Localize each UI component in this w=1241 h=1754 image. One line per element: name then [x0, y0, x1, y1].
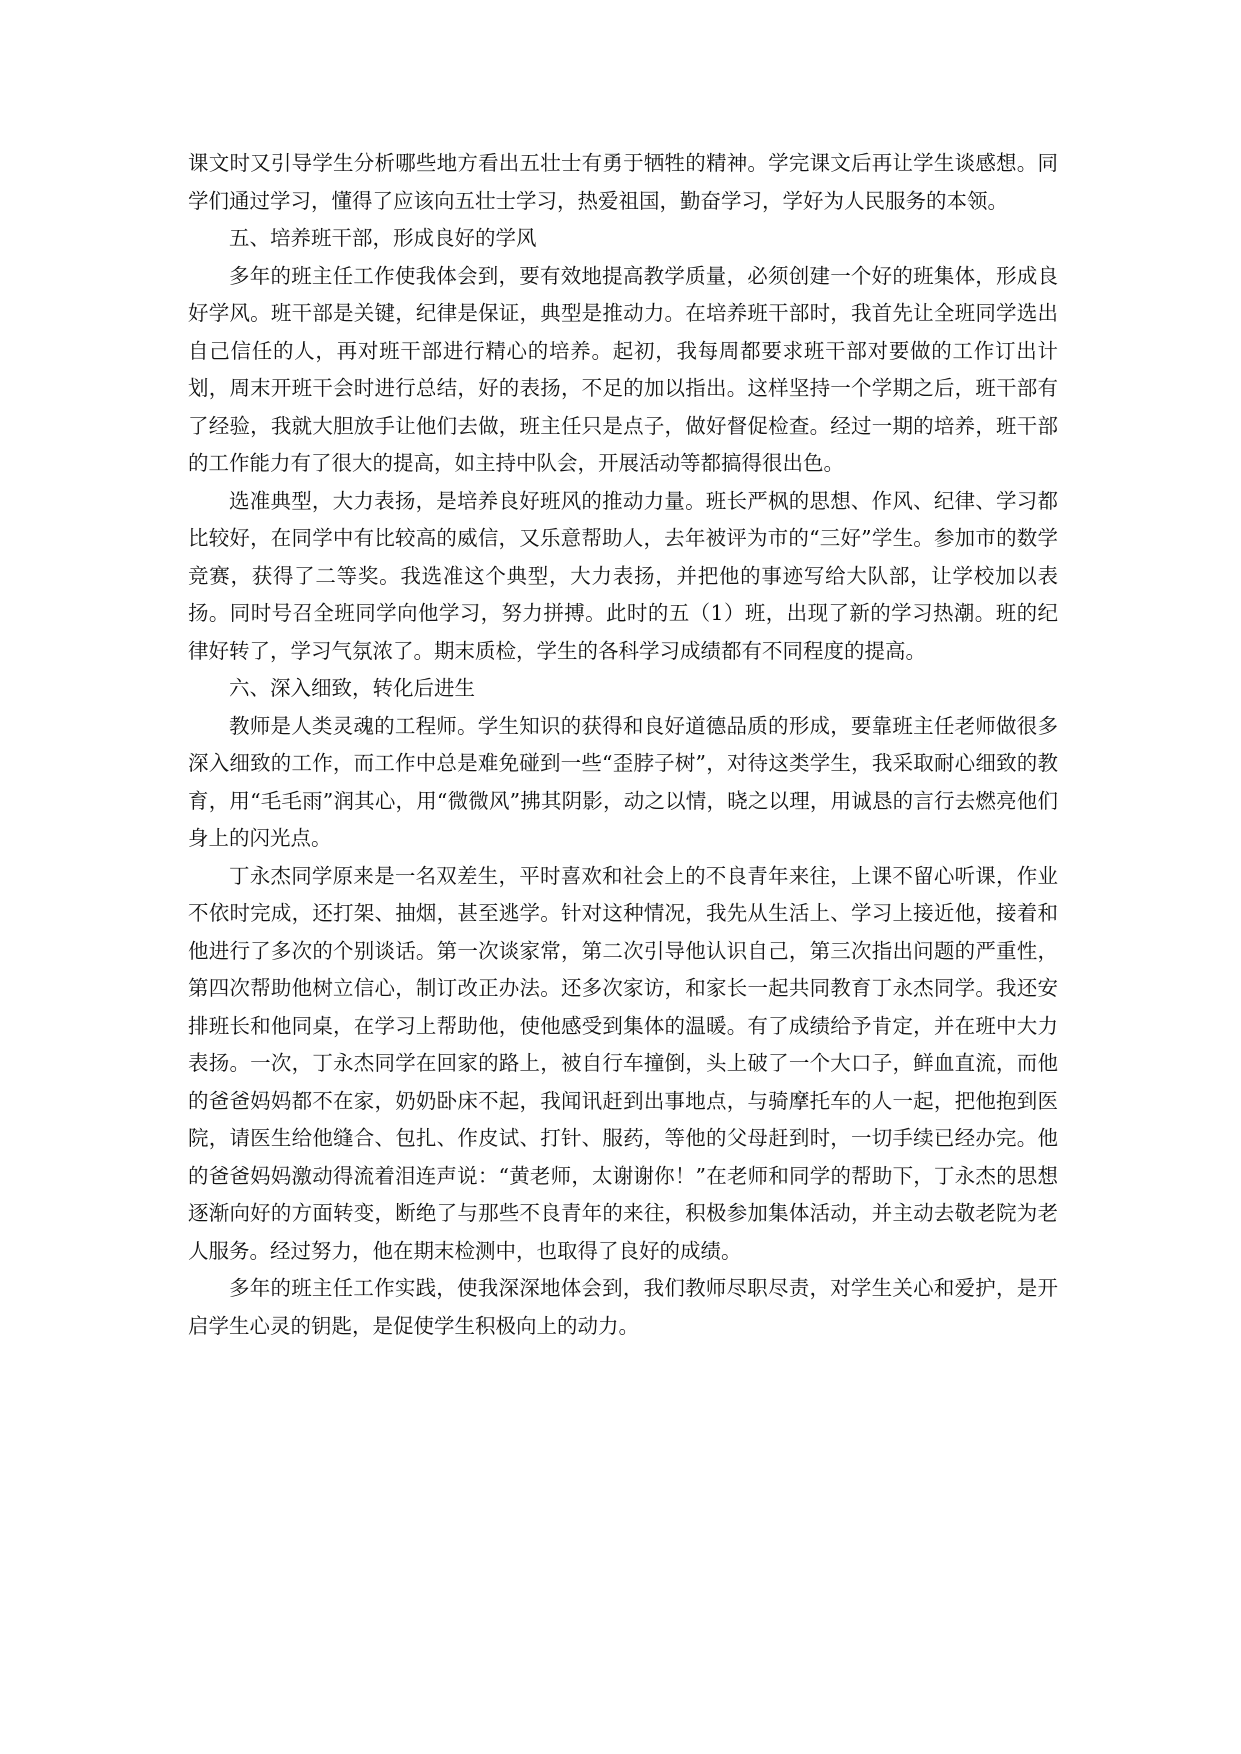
paragraph: 丁永杰同学原来是一名双差生，平时喜欢和社会上的不良青年来往，上课不留心听课，作业不依时完成，还打架、抽烟，甚至逃学。针对这种情况，我先从生活上、学习上接近他，接着和他进行了多次的个别谈话。第一次谈家常，第二次引导他认识自己，第三次指出问题的严重性，第四次帮助他树立信心，制订改正办法。还多次家访，和家长一起共同教育丁永杰同学。我还安排班长和他同桌，在学习上帮助他，使他感受到集体的温暖。有了成绩给予肯定，并在班中大力表扬。一次，丁永杰同学在回家的路上，被自行车撞倒，头上破了一个大口子，鲜血直流，而他的爸爸妈妈都不在家，奶奶卧床不起，我闻讯赶到出事地点，与骑摩托车的人一起，把他抱到医院，请医生给他缝合、包扎、作皮试、打针、服药，等他的父母赶到时，一切手续已经办完。他的爸爸妈妈激动得流着泪连声说：“黄老师，太谢谢你！”在老师和同学的帮助下，丁永杰的思想逐渐向好的方面转变，断绝了与那些不良青年的来往，积极参加集体活动，并主动去敬老院为老人服务。经过努力，他在期末检测中，也取得了良好的成绩。 [188, 863, 1058, 1263]
paragraph-conclusion: 多年的班主任工作实践，使我深深地体会到，我们教师尽职尽责，对学生关心和爱护，是开启学生心灵的钥匙，是促使学生积极向上的动力。 [188, 1276, 1058, 1338]
paragraph-continuation: 课文时又引导学生分析哪些地方看出五壮士有勇于牺牲的精神。学完课文后再让学生谈感想。同学们通过学习，懂得了应该向五壮士学习，热爱祖国，勤奋学习，学好为人民服务的本领。 [188, 151, 1058, 213]
paragraph: 教师是人类灵魂的工程师。学生知识的获得和良好道德品质的形成，要靠班主任老师做很多深入细致的工作，而工作中总是难免碰到一些“歪脖子树”，对待这类学生，我采取耐心细致的教育，用“毛毛雨”润其心，用“微微风”拂其阴影，动之以情，晓之以理，用诚恳的言行去燃亮他们身上的闪光点。 [188, 713, 1058, 850]
paragraph: 多年的班主任工作使我体会到，要有效地提高教学质量，必须创建一个好的班集体，形成良好学风。班干部是关键，纪律是保证，典型是推动力。在培养班干部时，我首先让全班同学选出自己信任的人，再对班干部进行精心的培养。起初，我每周都要求班干部对要做的工作订出计划，周末开班干会时进行总结，好的表扬，不足的加以指出。这样坚持一个学期之后，班干部有了经验，我就大胆放手让他们去做，班主任只是点子，做好督促检查。经过一期的培养，班干部的工作能力有了很大的提高，如主持中队会，开展活动等都搞得很出色。 [188, 263, 1058, 475]
section-heading-five: 五、培养班干部，形成良好的学风 [229, 226, 537, 250]
paragraph: 选准典型，大力表扬，是培养良好班风的推动力量。班长严枫的思想、作风、纪律、学习都比较好，在同学中有比较高的威信，又乐意帮助人，去年被评为市的“三好”学生。参加市的数学竞赛，获得了二等奖。我选准这个典型，大力表扬，并把他的事迹写给大队部，让学校加以表扬。同时号召全班同学向他学习，努力拼搏。此时的五（1）班，出现了新的学习热潮。班的纪律好转了，学习气氛浓了。期末质检，学生的各科学习成绩都有不同程度的提高。 [188, 488, 1058, 663]
section-heading-six: 六、深入细致，转化后进生 [229, 676, 475, 700]
document-page [188, 145, 1058, 1345]
